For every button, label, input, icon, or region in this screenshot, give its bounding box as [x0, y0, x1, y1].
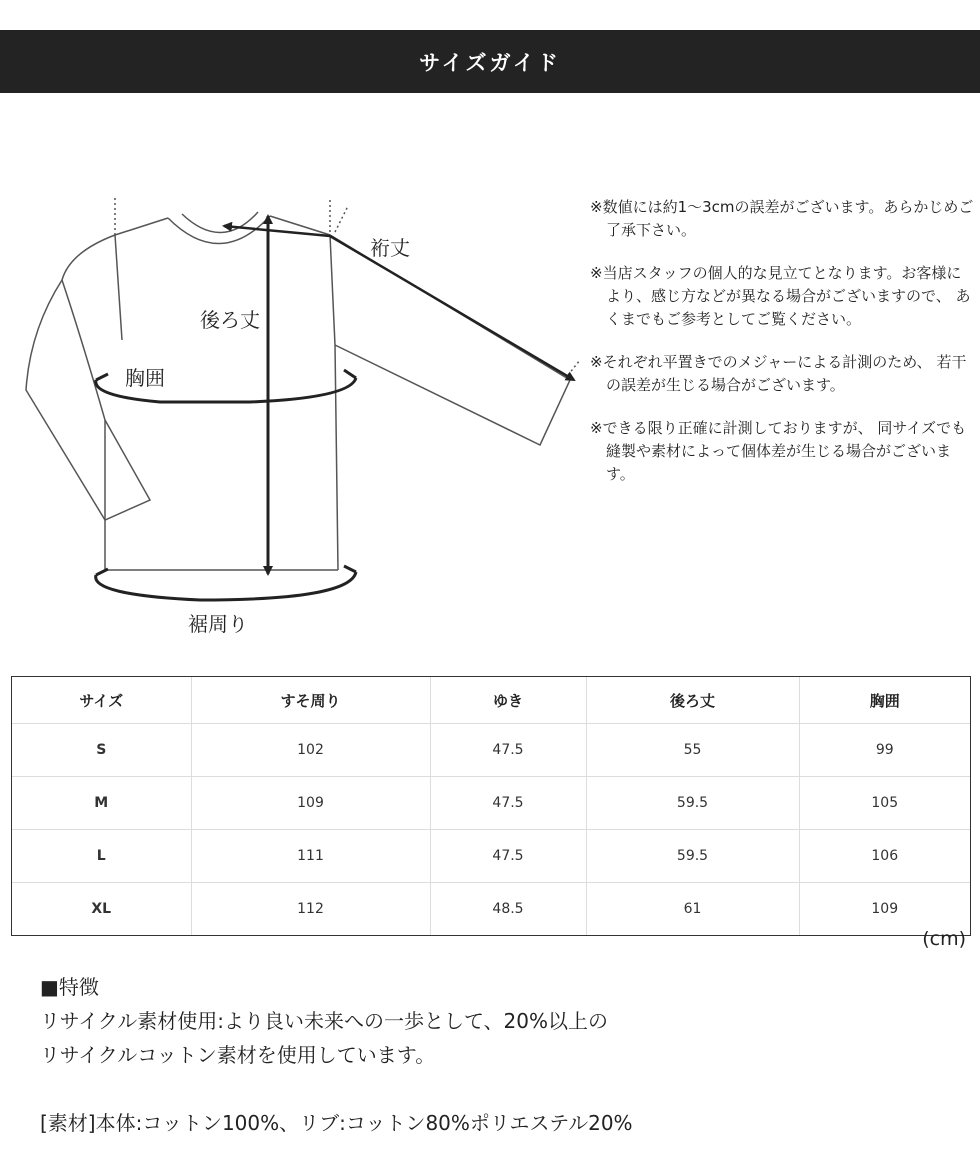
- label-chest: 胸囲: [125, 366, 165, 390]
- note-staff-opinion: ※当店スタッフの個人的な見立てとなります。お客様により、感じ方などが異なる場合がございますので、 あくまでもご参考としてご覧ください。: [590, 264, 971, 328]
- cell-back-length: 59.5: [586, 777, 799, 830]
- unit-label: (cm): [922, 928, 966, 950]
- features-line-2: リサイクルコットン素材を使用しています。: [40, 1043, 436, 1067]
- cell-size: XL: [12, 883, 191, 936]
- table-row: [12, 883, 970, 936]
- size-guide-title: サイズガイド: [419, 50, 561, 75]
- note-flat-measure: ※それぞれ平置きでのメジャーによる計測のため、 若干の誤差が生じる場合がございます。: [590, 353, 967, 394]
- size-guide-header: [0, 30, 980, 93]
- cell-chest: 99: [799, 724, 970, 777]
- table-header-row: [12, 677, 970, 724]
- cell-hem: 112: [191, 883, 430, 936]
- label-sleeve-length: 裄丈: [370, 236, 410, 260]
- size-table: [11, 676, 971, 936]
- cell-sleeve: 48.5: [430, 883, 586, 936]
- cell-size: S: [12, 724, 191, 777]
- hem-measure-arrow: [96, 566, 356, 600]
- features-heading: ■特徴: [40, 975, 99, 999]
- cell-size: L: [12, 830, 191, 883]
- col-chest: 胸囲: [799, 677, 970, 724]
- cell-back-length: 55: [586, 724, 799, 777]
- cell-back-length: 59.5: [586, 830, 799, 883]
- note-error-margin: ※数値には約1〜3cmの誤差がございます。あらかじめご了承下さい。: [590, 198, 974, 239]
- cell-sleeve: 47.5: [430, 830, 586, 883]
- garment-diagram: [0, 190, 600, 640]
- col-size: サイズ: [12, 677, 191, 724]
- note-individual-difference: ※できる限り正確に計測しておりますが、 同サイズでも縫製や素材によって個体差が生じる場合がございます。: [590, 419, 967, 483]
- cell-chest: 106: [799, 830, 970, 883]
- cell-chest: 109: [871, 901, 899, 917]
- features-section: [40, 970, 940, 1140]
- cell-hem: 111: [191, 830, 430, 883]
- cell-sleeve: 47.5: [430, 724, 586, 777]
- tshirt-illustration: [0, 190, 600, 640]
- table-row: [12, 777, 970, 830]
- shirt-outline: [26, 198, 580, 570]
- table-row: [12, 724, 970, 777]
- cell-hem: 109: [191, 777, 430, 830]
- cell-back-length: 61: [586, 883, 799, 936]
- cell-sleeve: 47.5: [430, 777, 586, 830]
- measurement-notes: [590, 196, 975, 506]
- col-sleeve: ゆき: [430, 677, 586, 724]
- cell-hem: 102: [191, 724, 430, 777]
- cell-chest: 105: [799, 777, 970, 830]
- table-row: [12, 830, 970, 883]
- label-back-length: 後ろ丈: [200, 308, 260, 332]
- material-info: [素材]本体:コットン100%、リブ:コットン80%ポリエステル20%: [40, 1111, 633, 1135]
- col-back-length: 後ろ丈: [586, 677, 799, 724]
- features-line-1: リサイクル素材使用:より良い未来への一歩として、20%以上の: [40, 1009, 608, 1033]
- label-hem: 裾周り: [188, 612, 248, 636]
- cell-size: M: [12, 777, 191, 830]
- col-hem: すそ周り: [191, 677, 430, 724]
